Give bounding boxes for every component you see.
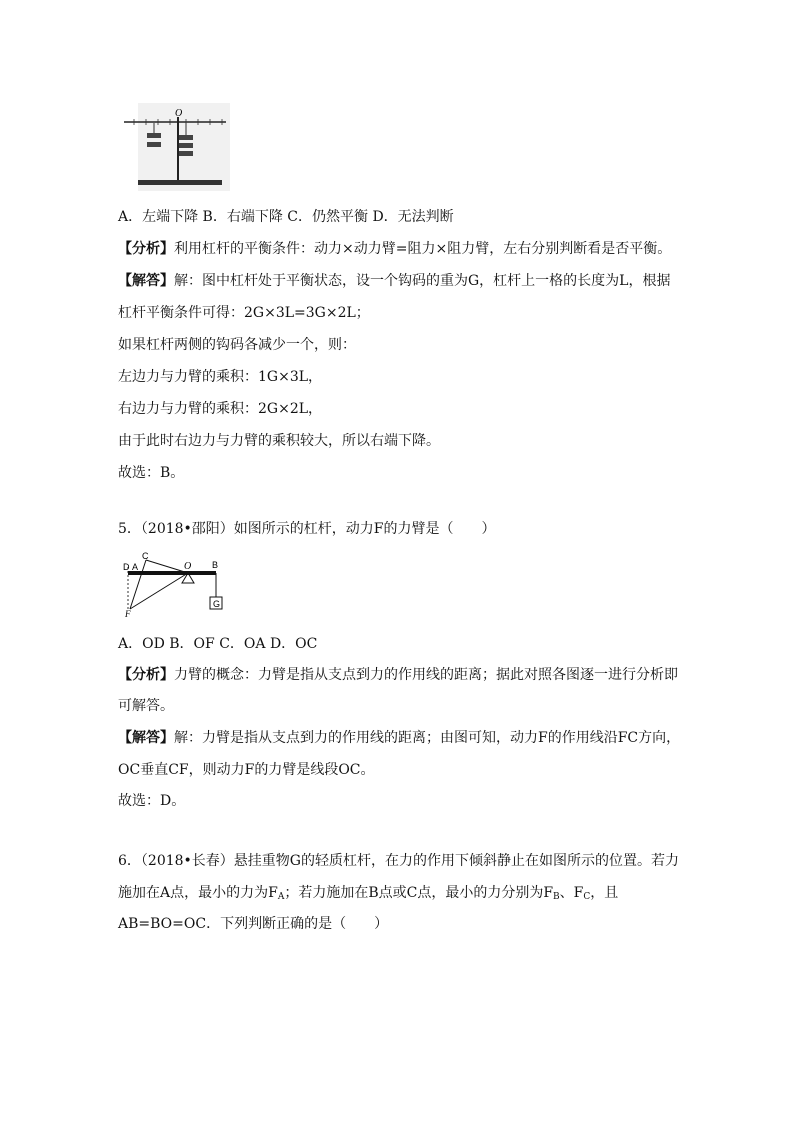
q5-options: A．OD B．OF C．OA D．OC (118, 636, 318, 652)
answer-tag: 【解答】 (118, 730, 174, 746)
q5-answer-line-1 (118, 729, 680, 747)
answer-tag: 【解答】 (118, 273, 174, 289)
q4-answer-line-6: 由于此时右边力与力臂的乘积较大，所以右端下降。 (118, 433, 440, 449)
label-f: F (125, 609, 131, 619)
q6-stem-line-3: AB=BO=OC．下列判断正确的是（ ） (118, 916, 389, 932)
q5-answer-line-2: OC垂直CF，则动力F的力臂是线段OC。 (118, 762, 375, 778)
q4-answer-line-2: 杠杆平衡条件可得：2G×3L=3G×2L； (118, 305, 370, 321)
q5-analysis-line-2: 可解答。 (118, 698, 174, 714)
q4-answer-line-1 (118, 272, 670, 290)
label-o: O (184, 561, 192, 572)
label-d: D (123, 562, 130, 572)
label-b: B (212, 560, 219, 570)
q6-text-b: ；若力施加在B点或C点，最小的力分别为F (284, 885, 554, 901)
answer-text: 解：图中杠杆处于平衡状态，设一个钩码的重为G，杠杆上一格的长度为L，根据 (174, 273, 671, 289)
q6-sub-c: C (583, 892, 591, 902)
q6-text-a: 施加在A点，最小的力为F (118, 885, 278, 901)
q6-sub-b: B (553, 892, 560, 902)
label-a: A (132, 562, 139, 572)
label-c: C (142, 551, 149, 561)
q4-choice: 故选：B。 (118, 465, 185, 481)
q6-sub-a: A (277, 892, 285, 902)
q6-text-c: 、F (559, 885, 584, 901)
analysis-text: 利用杠杆的平衡条件：动力×动力臂=阻力×阻力臂，左右分别判断看是否平衡。 (174, 241, 672, 257)
q4-answer-line-5: 右边力与力臂的乘积：2G×2L， (118, 401, 323, 417)
q5-analysis-line-1 (118, 666, 678, 684)
fulcrum-label: O (175, 108, 183, 119)
q6-text-d: ，且 (590, 885, 619, 901)
lever-force-figure (118, 551, 230, 619)
analysis-text: 力臂的概念：力臂是指从支点到力的作用线的距离；据此对照各图逐一进行分析即 (174, 667, 678, 683)
q5-choice: 故选：D。 (118, 793, 186, 809)
q6-stem-line-1: 6．（2018•长春）悬挂重物G的轻质杠杆，在力的作用下倾斜静止在如图所示的位置。若力 (118, 853, 679, 869)
q4-answer-line-3: 如果杠杆两侧的钩码各减少一个，则： (118, 337, 356, 353)
q6-stem-line-2 (118, 884, 618, 906)
answer-text: 解：力臂是指从支点到力的作用线的距离；由图可知，动力F的作用线沿FC方向， (174, 730, 681, 746)
q4-answer-line-4: 左边力与力臂的乘积：1G×3L， (118, 369, 323, 385)
q5-stem: 5．（2018•邵阳）如图所示的杠杆，动力F的力臂是（ ） (118, 521, 496, 537)
lever-balance-figure (118, 103, 230, 191)
analysis-tag: 【分析】 (118, 241, 174, 257)
q4-options: A．左端下降 B．右端下降 C．仍然平衡 D．无法判断 (118, 209, 454, 225)
analysis-tag: 【分析】 (118, 667, 174, 683)
q4-analysis (118, 240, 671, 258)
label-g: G (213, 599, 221, 609)
